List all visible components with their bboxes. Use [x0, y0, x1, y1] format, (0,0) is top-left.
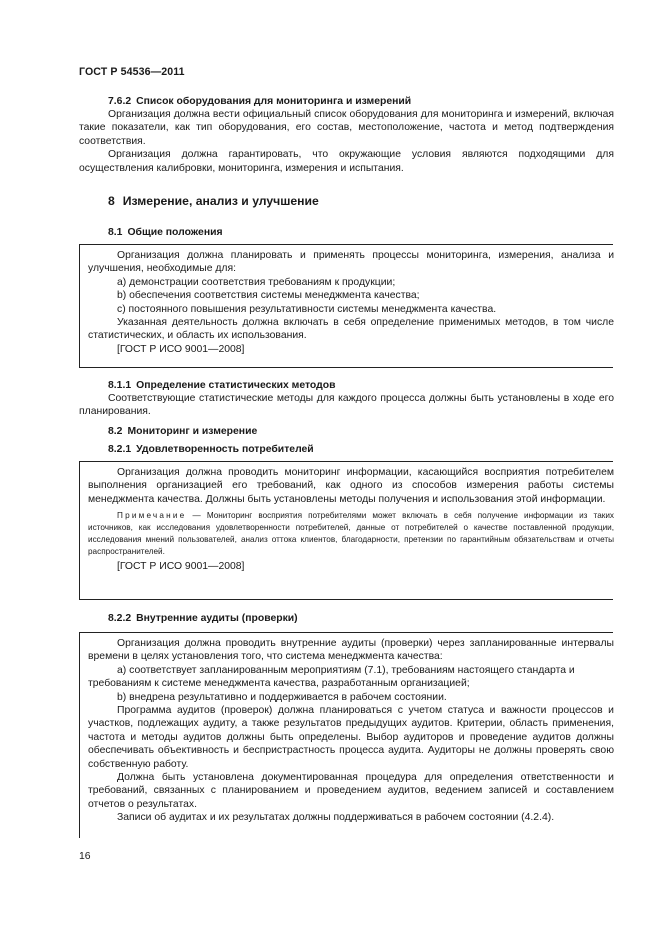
paragraph: Записи об аудитах и их результатах должны поддерживаться в рабочем состоянии (4.2.4). — [117, 812, 555, 824]
list-item: b) обеспечения соответствия системы менеджмента качества; — [117, 290, 420, 302]
paragraph: Организация должна проводить мониторинг информации, касающийся восприятия потребителем выполнения организацией его требований, как одного из способов измерения работы системы менеджмента качества. Должны быть установлены методы получения и использования этой информации. — [88, 467, 614, 505]
document-header: ГОСТ Р 54536—2011 — [79, 66, 185, 78]
section-heading-8-2-1 — [108, 443, 314, 456]
section-body-7-6-2 — [79, 108, 614, 175]
section-title: Список оборудования для мониторинга и измерений — [136, 96, 412, 107]
paragraph: Организация должна планировать и применять процессы мониторинга, измерения, анализа и улучшения, необходимые для: — [88, 250, 614, 275]
list-item: a) соответствует запланированным мероприятиям (7.1), требованиям настоящего стандарта и — [117, 664, 575, 676]
chapter-title: Измерение, анализ и улучшение — [122, 194, 319, 208]
quoted-standard-box-8-2-1 — [79, 461, 613, 600]
quoted-standard-box-8-2-2 — [79, 632, 613, 838]
section-heading-7-6-2 — [108, 95, 411, 108]
paragraph: Организация должна проводить внутренние аудиты (проверки) через запланированные интервалы времени в целях установления того, что система менеджмента качества: — [88, 638, 614, 663]
quoted-standard-box-8-1 — [79, 244, 613, 368]
note-label: Примечание — [117, 511, 187, 521]
list-item: a) демонстрации соответствия требованиям к продукции; — [117, 276, 396, 288]
section-title: Определение статистических методов — [136, 380, 336, 391]
section-number: 8.1.1 — [108, 380, 132, 391]
list-item: b) внедрена результативно и поддерживается в рабочем состоянии. — [117, 691, 447, 703]
chapter-heading-8 — [108, 195, 319, 208]
reference: [ГОСТ Р ИСО 9001—2008] — [117, 343, 245, 355]
note-text: — Мониторинг восприятия потребителями может включать в себя получение информации из таких источников, как исследования удовлетворенности потребителей, данные от потребителей о качестве поставленной продукции, исследования мнений пользователей, анализ оттока клиентов, благодарности, претензии по гарантийным обязательствам и отчеты распространителей. — [88, 511, 614, 557]
section-title: Внутренние аудиты (проверки) — [136, 613, 298, 624]
note — [88, 510, 614, 558]
section-body-8-1-1 — [79, 392, 614, 419]
section-title: Мониторинг и измерение — [127, 426, 258, 437]
reference: [ГОСТ Р ИСО 9001—2008] — [117, 561, 245, 573]
list-item: c) постоянного повышения результативности системы менеджмента качества. — [117, 303, 497, 315]
section-heading-8-2-2 — [108, 612, 298, 625]
section-number: 8.1 — [108, 227, 123, 238]
paragraph: Должна быть установлена документированная процедура для определения ответственности и требований, связанных с планированием и проведением аудитов, ведением записей и составлением отчетов о результатах. — [88, 772, 614, 810]
section-number: 8.2.2 — [108, 613, 132, 624]
section-heading-8-1 — [108, 226, 223, 239]
section-heading-8-1-1 — [108, 379, 335, 392]
chapter-number: 8 — [108, 194, 115, 208]
page-number: 16 — [79, 851, 91, 862]
list-item-continuation: требованиям к системе менеджмента качества, разработанным организацией; — [88, 678, 470, 690]
section-title: Удовлетворенность потребителей — [136, 444, 314, 455]
section-number: 8.2.1 — [108, 444, 132, 455]
paragraph: Организация должна вести официальный список оборудования для мониторинга и измерений, включая такие показатели, как тип оборудования, его состав, местоположение, частота и метод подтверждения соответствия. — [79, 109, 614, 147]
paragraph: Программа аудитов (проверок) должна планироваться с учетом статуса и важности процессов и участков, подлежащих аудиту, а также результатов предыдущих аудитов. Критерии, область применения, частота и методы аудитов должны быть определены. Выбор аудиторов и проведение аудитов должны обеспечивать объективность и беспристрастность процесса аудита. Аудиторы не должны проверять свою собственную работу. — [88, 705, 614, 770]
section-number: 7.6.2 — [108, 96, 132, 107]
paragraph: Указанная деятельность должна включать в себя определение применимых методов, в том числе статистических, и область их использования. — [88, 317, 614, 342]
section-heading-8-2 — [108, 425, 257, 438]
section-number: 8.2 — [108, 426, 123, 437]
paragraph: Соответствующие статистические методы для каждого процесса должны быть установлены в ходе его планирования. — [79, 393, 614, 418]
section-title: Общие положения — [127, 227, 223, 238]
paragraph: Организация должна гарантировать, что окружающие условия являются подходящими для осуществления калибровки, мониторинга, измерения и испытания. — [79, 149, 614, 174]
